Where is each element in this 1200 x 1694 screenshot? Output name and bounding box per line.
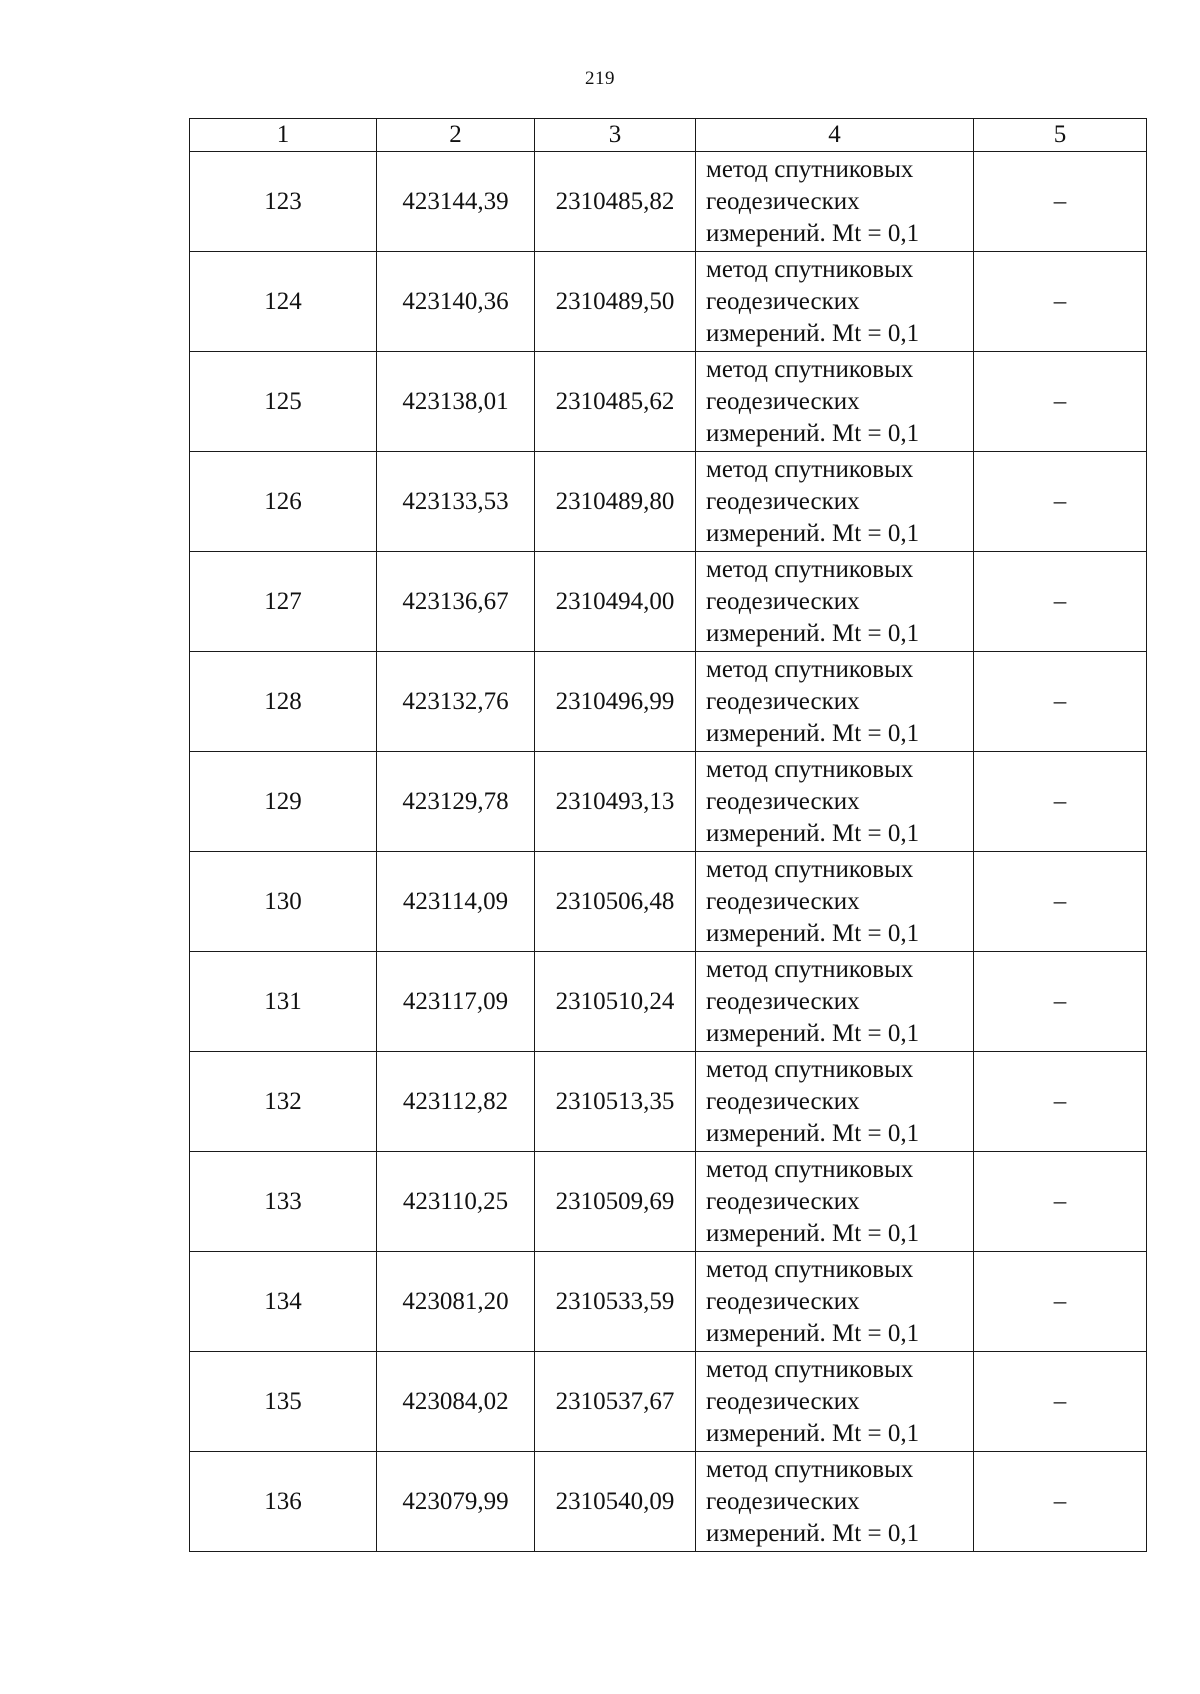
table-row xyxy=(190,1252,1147,1352)
method-cell xyxy=(696,952,974,1052)
method-line: измерений. Mt = 0,1 xyxy=(706,1519,920,1547)
method-line: геодезических xyxy=(706,687,860,715)
note-cell: – xyxy=(974,352,1147,452)
method-cell xyxy=(696,652,974,752)
method-line: геодезических xyxy=(706,887,860,915)
header-col-2: 2 xyxy=(377,119,535,152)
table-row xyxy=(190,552,1147,652)
table-row xyxy=(190,752,1147,852)
method-line: геодезических xyxy=(706,987,860,1015)
y-coordinate-cell: 2310510,24 xyxy=(535,952,696,1052)
table-row xyxy=(190,452,1147,552)
method-line: метод спутниковых xyxy=(706,755,914,783)
header-col-3: 3 xyxy=(535,119,696,152)
method-cell xyxy=(696,1352,974,1452)
table-row xyxy=(190,352,1147,452)
x-coordinate-cell: 423129,78 xyxy=(377,752,535,852)
point-number-cell: 131 xyxy=(190,952,377,1052)
method-line: геодезических xyxy=(706,487,860,515)
point-number-cell: 126 xyxy=(190,452,377,552)
method-line: метод спутниковых xyxy=(706,955,914,983)
method-line: измерений. Mt = 0,1 xyxy=(706,1119,920,1147)
method-line: метод спутниковых xyxy=(706,1455,914,1483)
method-line: метод спутниковых xyxy=(706,255,914,283)
point-number-cell: 133 xyxy=(190,1152,377,1252)
method-cell xyxy=(696,352,974,452)
note-cell: – xyxy=(974,1052,1147,1152)
point-number-cell: 125 xyxy=(190,352,377,452)
method-cell xyxy=(696,252,974,352)
method-cell xyxy=(696,1052,974,1152)
x-coordinate-cell: 423079,99 xyxy=(377,1452,535,1552)
note-cell: – xyxy=(974,1252,1147,1352)
point-number-cell: 128 xyxy=(190,652,377,752)
point-number-cell: 135 xyxy=(190,1352,377,1452)
method-line: измерений. Mt = 0,1 xyxy=(706,219,920,247)
y-coordinate-cell: 2310537,67 xyxy=(535,1352,696,1452)
method-cell xyxy=(696,1252,974,1352)
method-line: геодезических xyxy=(706,1387,860,1415)
header-col-4: 4 xyxy=(696,119,974,152)
y-coordinate-cell: 2310540,09 xyxy=(535,1452,696,1552)
y-coordinate-cell: 2310496,99 xyxy=(535,652,696,752)
x-coordinate-cell: 423136,67 xyxy=(377,552,535,652)
point-number-cell: 132 xyxy=(190,1052,377,1152)
method-line: геодезических xyxy=(706,387,860,415)
method-cell xyxy=(696,452,974,552)
method-line: метод спутниковых xyxy=(706,855,914,883)
table-header xyxy=(190,119,1147,152)
header-col-1: 1 xyxy=(190,119,377,152)
note-cell: – xyxy=(974,852,1147,952)
note-cell: – xyxy=(974,752,1147,852)
note-cell: – xyxy=(974,1152,1147,1252)
method-cell xyxy=(696,552,974,652)
header-col-5: 5 xyxy=(974,119,1147,152)
method-cell xyxy=(696,1152,974,1252)
y-coordinate-cell: 2310489,80 xyxy=(535,452,696,552)
method-line: геодезических xyxy=(706,1187,860,1215)
note-cell: – xyxy=(974,952,1147,1052)
method-line: измерений. Mt = 0,1 xyxy=(706,419,920,447)
method-line: метод спутниковых xyxy=(706,1255,914,1283)
method-cell xyxy=(696,752,974,852)
method-line: измерений. Mt = 0,1 xyxy=(706,719,920,747)
method-line: метод спутниковых xyxy=(706,555,914,583)
table-row xyxy=(190,152,1147,252)
method-line: метод спутниковых xyxy=(706,655,914,683)
table-row xyxy=(190,1352,1147,1452)
y-coordinate-cell: 2310533,59 xyxy=(535,1252,696,1352)
point-number-cell: 123 xyxy=(190,152,377,252)
point-number-cell: 136 xyxy=(190,1452,377,1552)
table-row xyxy=(190,652,1147,752)
method-line: геодезических xyxy=(706,1487,860,1515)
y-coordinate-cell: 2310485,62 xyxy=(535,352,696,452)
y-coordinate-cell: 2310493,13 xyxy=(535,752,696,852)
method-line: геодезических xyxy=(706,787,860,815)
y-coordinate-cell: 2310506,48 xyxy=(535,852,696,952)
method-line: измерений. Mt = 0,1 xyxy=(706,319,920,347)
method-line: измерений. Mt = 0,1 xyxy=(706,1219,920,1247)
method-line: метод спутниковых xyxy=(706,155,914,183)
coordinates-table xyxy=(189,118,1147,1552)
x-coordinate-cell: 423084,02 xyxy=(377,1352,535,1452)
method-cell xyxy=(696,152,974,252)
y-coordinate-cell: 2310513,35 xyxy=(535,1052,696,1152)
method-cell xyxy=(696,852,974,952)
table-body xyxy=(190,152,1147,1552)
method-line: метод спутниковых xyxy=(706,1355,914,1383)
method-line: измерений. Mt = 0,1 xyxy=(706,919,920,947)
method-line: геодезических xyxy=(706,287,860,315)
note-cell: – xyxy=(974,652,1147,752)
point-number-cell: 124 xyxy=(190,252,377,352)
table-row xyxy=(190,252,1147,352)
x-coordinate-cell: 423140,36 xyxy=(377,252,535,352)
method-line: измерений. Mt = 0,1 xyxy=(706,619,920,647)
header-row xyxy=(190,119,1147,152)
method-cell xyxy=(696,1452,974,1552)
x-coordinate-cell: 423110,25 xyxy=(377,1152,535,1252)
note-cell: – xyxy=(974,252,1147,352)
method-line: геодезических xyxy=(706,1287,860,1315)
x-coordinate-cell: 423081,20 xyxy=(377,1252,535,1352)
point-number-cell: 134 xyxy=(190,1252,377,1352)
method-line: метод спутниковых xyxy=(706,355,914,383)
note-cell: – xyxy=(974,452,1147,552)
x-coordinate-cell: 423144,39 xyxy=(377,152,535,252)
point-number-cell: 130 xyxy=(190,852,377,952)
y-coordinate-cell: 2310509,69 xyxy=(535,1152,696,1252)
method-line: метод спутниковых xyxy=(706,1155,914,1183)
page-number: 219 xyxy=(585,68,615,89)
method-line: геодезических xyxy=(706,587,860,615)
point-number-cell: 129 xyxy=(190,752,377,852)
method-line: метод спутниковых xyxy=(706,455,914,483)
method-line: геодезических xyxy=(706,187,860,215)
table-row xyxy=(190,1052,1147,1152)
x-coordinate-cell: 423114,09 xyxy=(377,852,535,952)
method-line: измерений. Mt = 0,1 xyxy=(706,1319,920,1347)
x-coordinate-cell: 423112,82 xyxy=(377,1052,535,1152)
y-coordinate-cell: 2310489,50 xyxy=(535,252,696,352)
x-coordinate-cell: 423132,76 xyxy=(377,652,535,752)
note-cell: – xyxy=(974,1452,1147,1552)
method-line: измерений. Mt = 0,1 xyxy=(706,819,920,847)
table-row xyxy=(190,1152,1147,1252)
y-coordinate-cell: 2310494,00 xyxy=(535,552,696,652)
method-line: геодезических xyxy=(706,1087,860,1115)
point-number-cell: 127 xyxy=(190,552,377,652)
x-coordinate-cell: 423138,01 xyxy=(377,352,535,452)
method-line: метод спутниковых xyxy=(706,1055,914,1083)
method-line: измерений. Mt = 0,1 xyxy=(706,1019,920,1047)
y-coordinate-cell: 2310485,82 xyxy=(535,152,696,252)
note-cell: – xyxy=(974,1352,1147,1452)
note-cell: – xyxy=(974,552,1147,652)
table-row xyxy=(190,952,1147,1052)
x-coordinate-cell: 423133,53 xyxy=(377,452,535,552)
note-cell: – xyxy=(974,152,1147,252)
method-line: измерений. Mt = 0,1 xyxy=(706,1419,920,1447)
table-row xyxy=(190,852,1147,952)
method-line: измерений. Mt = 0,1 xyxy=(706,519,920,547)
table-row xyxy=(190,1452,1147,1552)
x-coordinate-cell: 423117,09 xyxy=(377,952,535,1052)
